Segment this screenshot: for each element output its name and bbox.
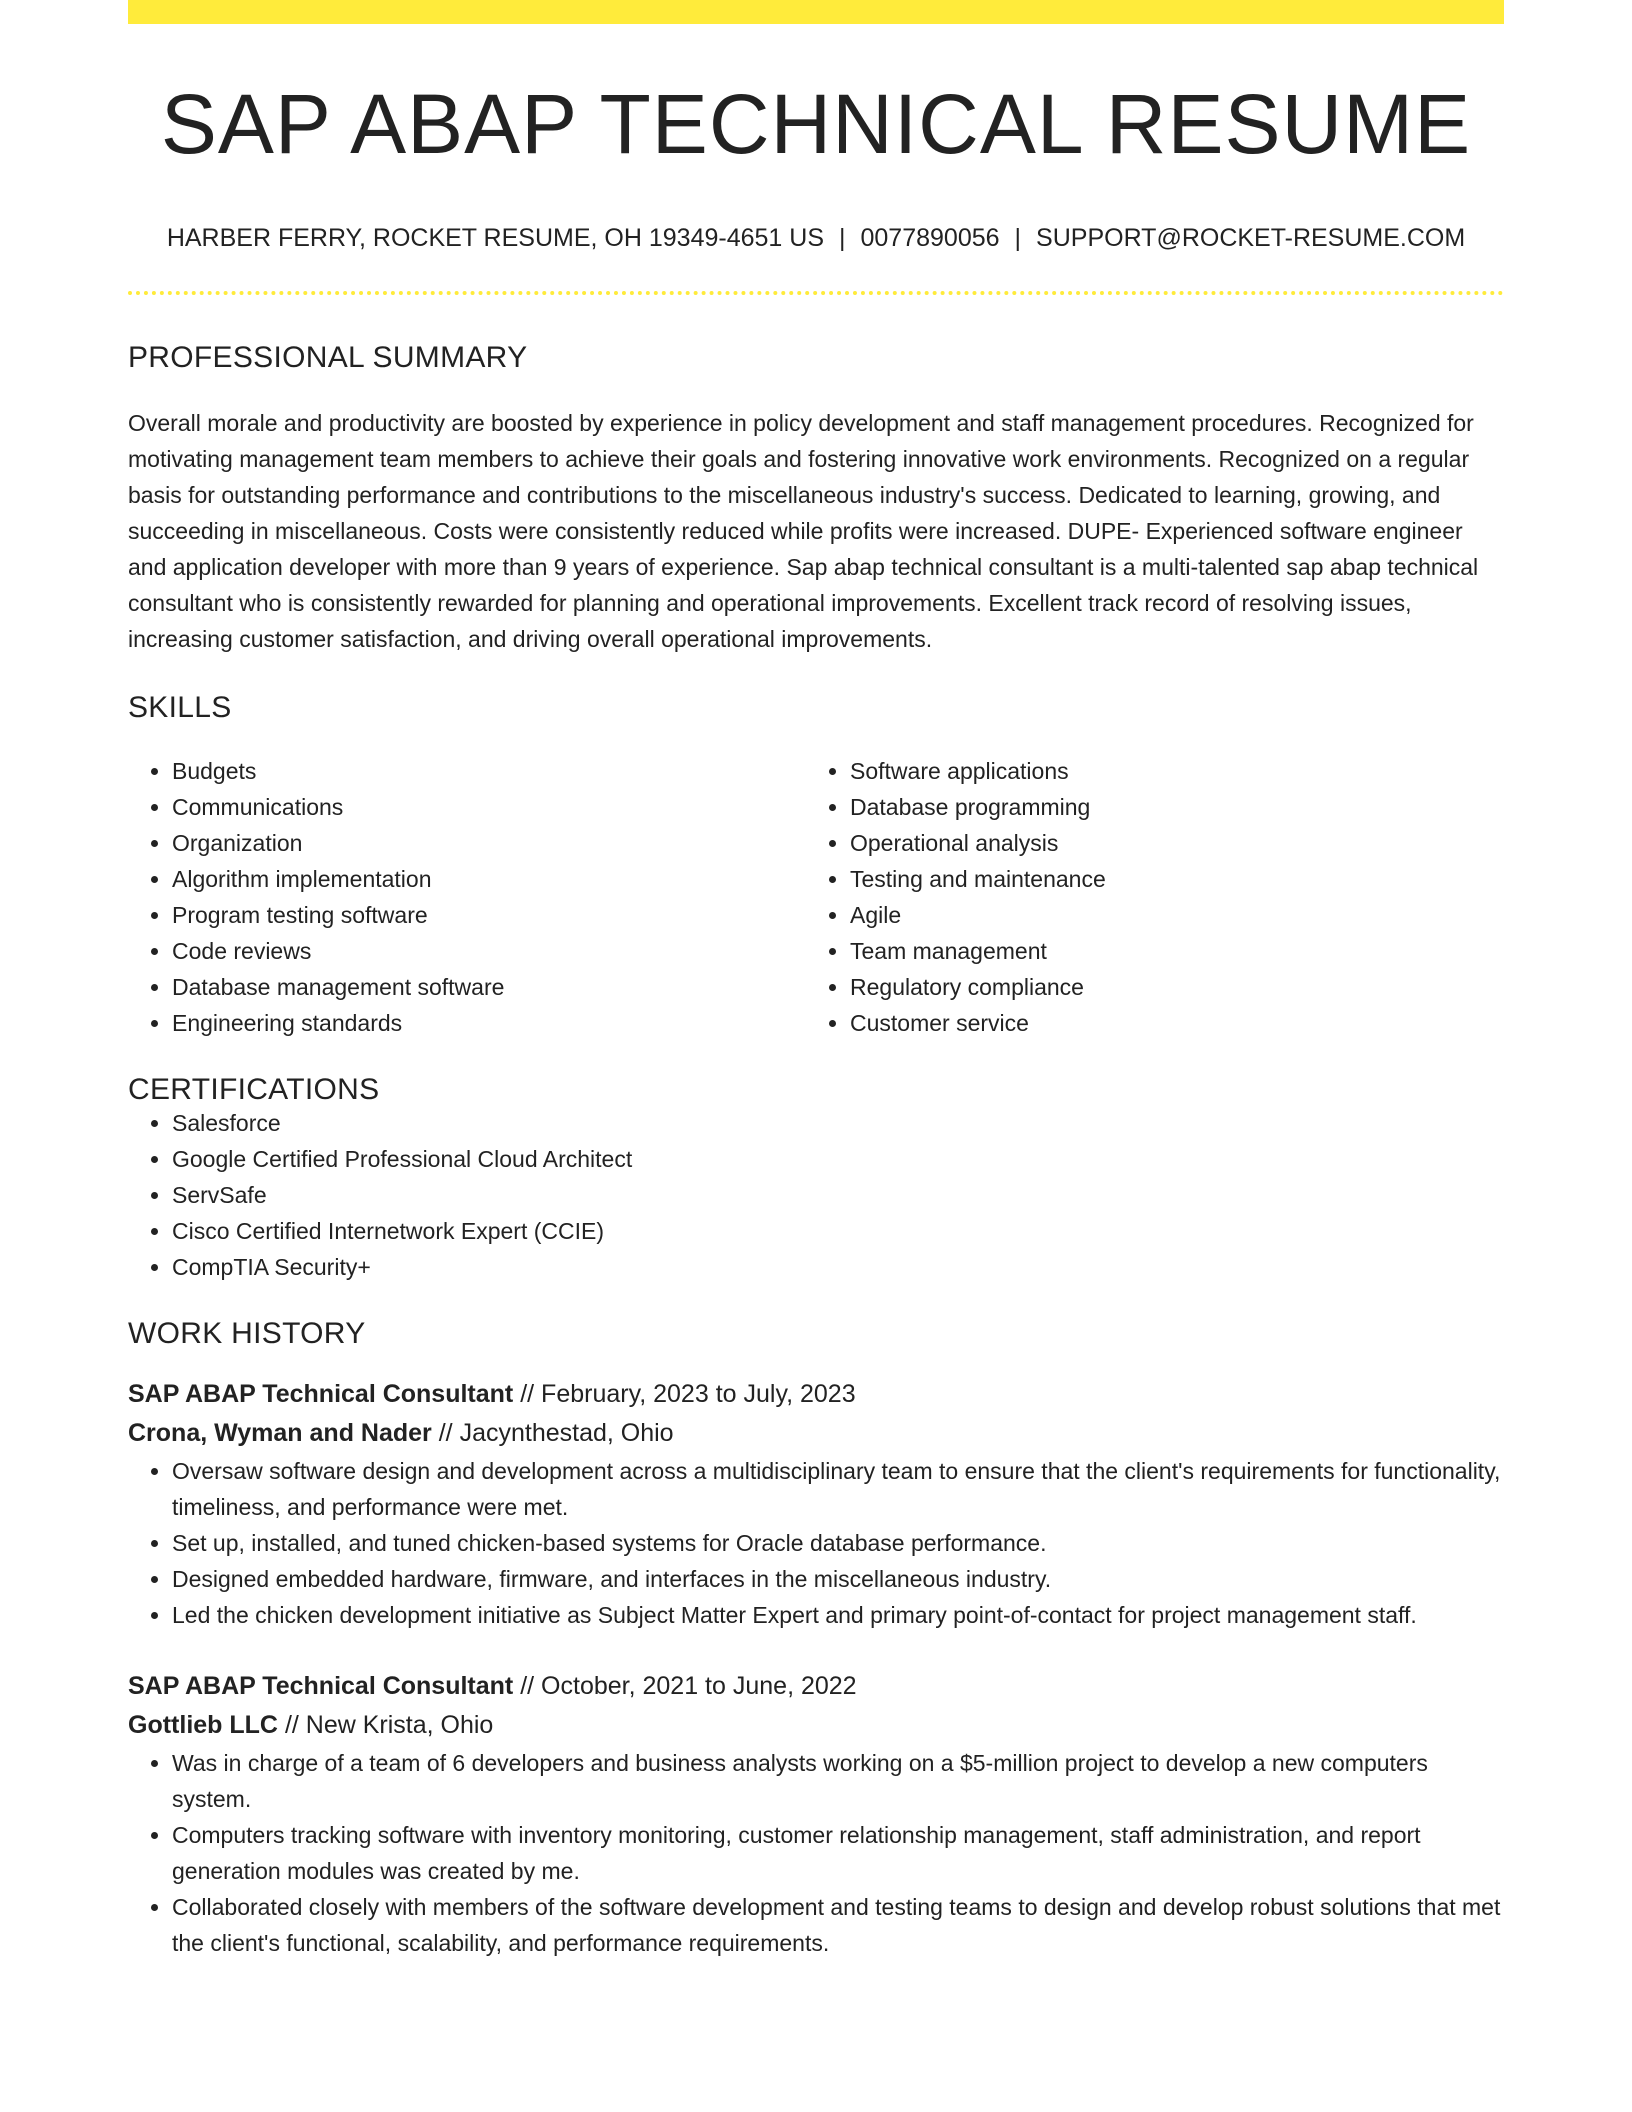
skill-item: • Database management software <box>172 969 806 1005</box>
job-dates: // October, 2021 to June, 2022 <box>520 1672 857 1700</box>
job-title-line <box>128 1667 1504 1706</box>
contact-address: HARBER FERRY, ROCKET RESUME, OH 19349-4651 US <box>166 224 824 252</box>
certifications-list <box>128 1105 1504 1285</box>
job-location: // New Krista, Ohio <box>284 1711 494 1739</box>
skill-item: • Testing and maintenance <box>850 861 1484 897</box>
contact-email: SUPPORT@ROCKET-RESUME.COM <box>1036 224 1466 252</box>
header-divider <box>128 291 1504 295</box>
skill-item: • Budgets <box>172 753 806 789</box>
contact-separator: | <box>839 224 846 252</box>
job-entry <box>128 1667 1504 1961</box>
skill-item: • Customer service <box>850 1005 1484 1041</box>
certification-item: • ServSafe <box>172 1177 1504 1213</box>
skill-item: • Code reviews <box>172 933 806 969</box>
resume-page <box>128 0 1504 1961</box>
job-company-line <box>128 1706 1504 1745</box>
certification-item: • Cisco Certified Internetwork Expert (CCIE) <box>172 1213 1504 1249</box>
skills-heading: SKILLS <box>128 691 232 724</box>
skill-item: • Database programming <box>850 789 1484 825</box>
job-duty: • Set up, installed, and tuned chicken-based systems for Oracle database performance. <box>172 1525 1504 1561</box>
skill-item: • Software applications <box>850 753 1484 789</box>
skill-item: • Team management <box>850 933 1484 969</box>
skill-item: • Communications <box>172 789 806 825</box>
skill-item: • Algorithm implementation <box>172 861 806 897</box>
job-duty: • Was in charge of a team of 6 developers and business analysts working on a $5-million project to develop a new computers system. <box>172 1745 1504 1817</box>
job-company: Crona, Wyman and Nader <box>128 1419 432 1447</box>
job-duty: • Led the chicken development initiative as Subject Matter Expert and primary point-of-contact for project management staff. <box>172 1597 1504 1633</box>
skill-item: • Engineering standards <box>172 1005 806 1041</box>
contact-separator: | <box>1014 224 1022 252</box>
job-company: Gottlieb LLC <box>128 1711 278 1739</box>
certification-item: • CompTIA Security+ <box>172 1249 1504 1285</box>
skill-item: • Program testing software <box>172 897 806 933</box>
skill-item: • Operational analysis <box>850 825 1484 861</box>
top-accent-bar <box>128 0 1504 24</box>
job-title: SAP ABAP Technical Consultant <box>128 1672 514 1700</box>
skills-list-right <box>806 753 1484 1041</box>
job-duties-list <box>128 1453 1504 1633</box>
job-duty: • Oversaw software design and development across a multidisciplinary team to ensure that the client's requirements for functionality, timeliness, and performance were met. <box>172 1453 1504 1525</box>
job-entry <box>128 1375 1504 1633</box>
skills-column-right <box>806 753 1484 1041</box>
job-duties-list <box>128 1745 1504 1961</box>
job-dates: // February, 2023 to July, 2023 <box>520 1380 856 1408</box>
skill-item: • Agile <box>850 897 1484 933</box>
skills-grid <box>128 753 1504 1041</box>
certifications-heading: CERTIFICATIONS <box>128 1073 380 1106</box>
job-title: SAP ABAP Technical Consultant <box>128 1380 514 1408</box>
document-title: SAP ABAP TECHNICAL RESUME <box>160 77 1472 171</box>
certification-item: • Google Certified Professional Cloud Architect <box>172 1141 1504 1177</box>
summary-heading: PROFESSIONAL SUMMARY <box>128 341 528 374</box>
skills-column-left <box>128 753 806 1041</box>
skill-item: • Organization <box>172 825 806 861</box>
job-duty: • Collaborated closely with members of the software development and testing teams to design and develop robust solutions that met the client's functional, scalability, and performance requirements. <box>172 1889 1504 1961</box>
skills-list-left <box>128 753 806 1041</box>
job-duty: • Designed embedded hardware, firmware, and interfaces in the miscellaneous industry. <box>172 1561 1504 1597</box>
job-title-line <box>128 1375 1504 1414</box>
contact-phone: 0077890056 <box>860 224 1000 252</box>
work-history-heading: WORK HISTORY <box>128 1317 366 1350</box>
certification-item: • Salesforce <box>172 1105 1504 1141</box>
contact-line <box>128 226 1504 251</box>
job-location: // Jacynthestad, Ohio <box>438 1419 674 1447</box>
job-company-line <box>128 1414 1504 1453</box>
job-duty: • Computers tracking software with inventory monitoring, customer relationship management, staff administration, and report generation modules was created by me. <box>172 1817 1504 1889</box>
summary-text: Overall morale and productivity are boosted by experience in policy development and staff management procedures. Recognized for motivating management team members to achieve their goals and fostering innovative work environments. Recognized on a regular basis for outstanding performance and contributions to the miscellaneous industry's success. Dedicated to learning, growing, and succeeding in miscellaneous. Costs were consistently reduced while profits were increased. DUPE- Experienced software engineer and application developer with more than 9 years of experience. Sap abap technical consultant is a multi-talented sap abap technical consultant who is consistently rewarded for planning and operational improvements. Excellent track record of resolving issues, increasing customer satisfaction, and driving overall operational improvements. <box>128 410 1479 652</box>
skill-item: • Regulatory compliance <box>850 969 1484 1005</box>
